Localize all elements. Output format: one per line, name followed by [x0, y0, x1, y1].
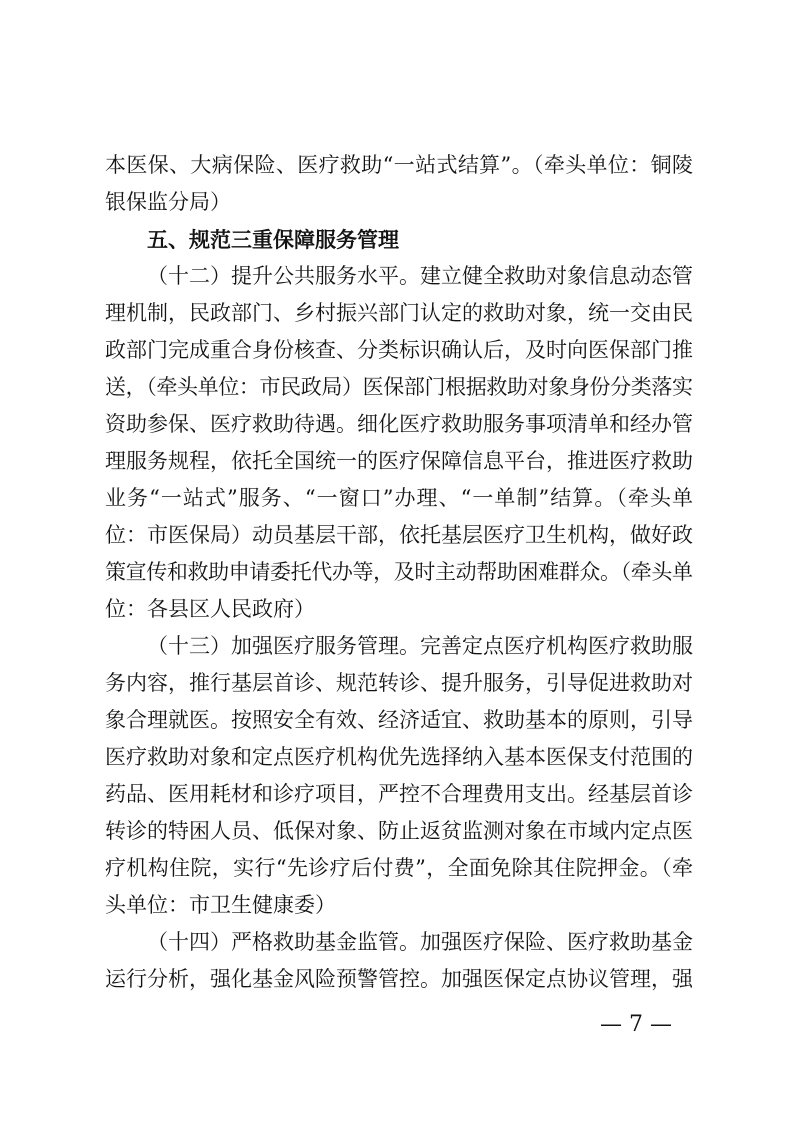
text-line: 业务“一站式”服务、“一窗口”办理、“一单制”结算。（牵头单: [105, 486, 695, 510]
text-line: 理服务规程，依托全国统一的医疗保障信息平台，推进医疗救助: [105, 449, 693, 473]
text-line: 务内容，推行基层首诊、规范转诊、提升服务，引导促进救助对: [105, 671, 693, 695]
text-line: 本医保、大病保险、医疗救助“一站式结算”。（牵头单位：铜陵: [105, 153, 694, 177]
page-number: — 7 —: [600, 1012, 672, 1037]
text-line: 策宣传和救助申请委托代办等，及时主动帮助困难群众。（牵头单: [105, 560, 693, 584]
section-heading: 五、规范三重保障服务管理: [147, 227, 399, 252]
text-line: 头单位：市卫生健康委）: [105, 893, 336, 917]
text-line: （十二）提升公共服务水平。建立健全救助对象信息动态管: [147, 264, 693, 288]
text-line: 银保监分局）: [105, 190, 231, 214]
text-line: （十四）严格救助基金监管。加强医疗保险、医疗救助基金: [147, 930, 693, 954]
text-line: 政部门完成重合身份核查、分类标识确认后，及时向医保部门推: [105, 338, 693, 362]
text-line: 医疗救助对象和定点医疗机构优先选择纳入基本医保支付范围的: [105, 745, 693, 769]
text-line: 理机制，民政部门、乡村振兴部门认定的救助对象，统一交由民: [105, 301, 693, 325]
text-line: （十三）加强医疗服务管理。完善定点医疗机构医疗救助服: [147, 634, 693, 658]
text-line: 送，（牵头单位：市民政局）医保部门根据救助对象身份分类落实: [105, 375, 693, 399]
text-line: 运行分析，强化基金风险预警管控。加强医保定点协议管理，强: [105, 967, 693, 991]
text-line: 转诊的特困人员、低保对象、防止返贫监测对象在市域内定点医: [105, 819, 693, 843]
text-line: 疗机构住院，实行“先诊疗后付费”，全面免除其住院押金。（牵: [105, 856, 694, 880]
text-line: 位：各县区人民政府）: [105, 597, 315, 621]
text-line: 资助参保、医疗救助待遇。细化医疗救助服务事项清单和经办管: [105, 412, 693, 436]
body-text: [105, 147, 693, 998]
text-line: 象合理就医。按照安全有效、经济适宜、救助基本的原则，引导: [105, 708, 693, 732]
text-line: 药品、医用耗材和诊疗项目，严控不合理费用支出。经基层首诊: [105, 782, 693, 806]
text-line: 位：市医保局）动员基层干部，依托基层医疗卫生机构，做好政: [105, 523, 693, 547]
